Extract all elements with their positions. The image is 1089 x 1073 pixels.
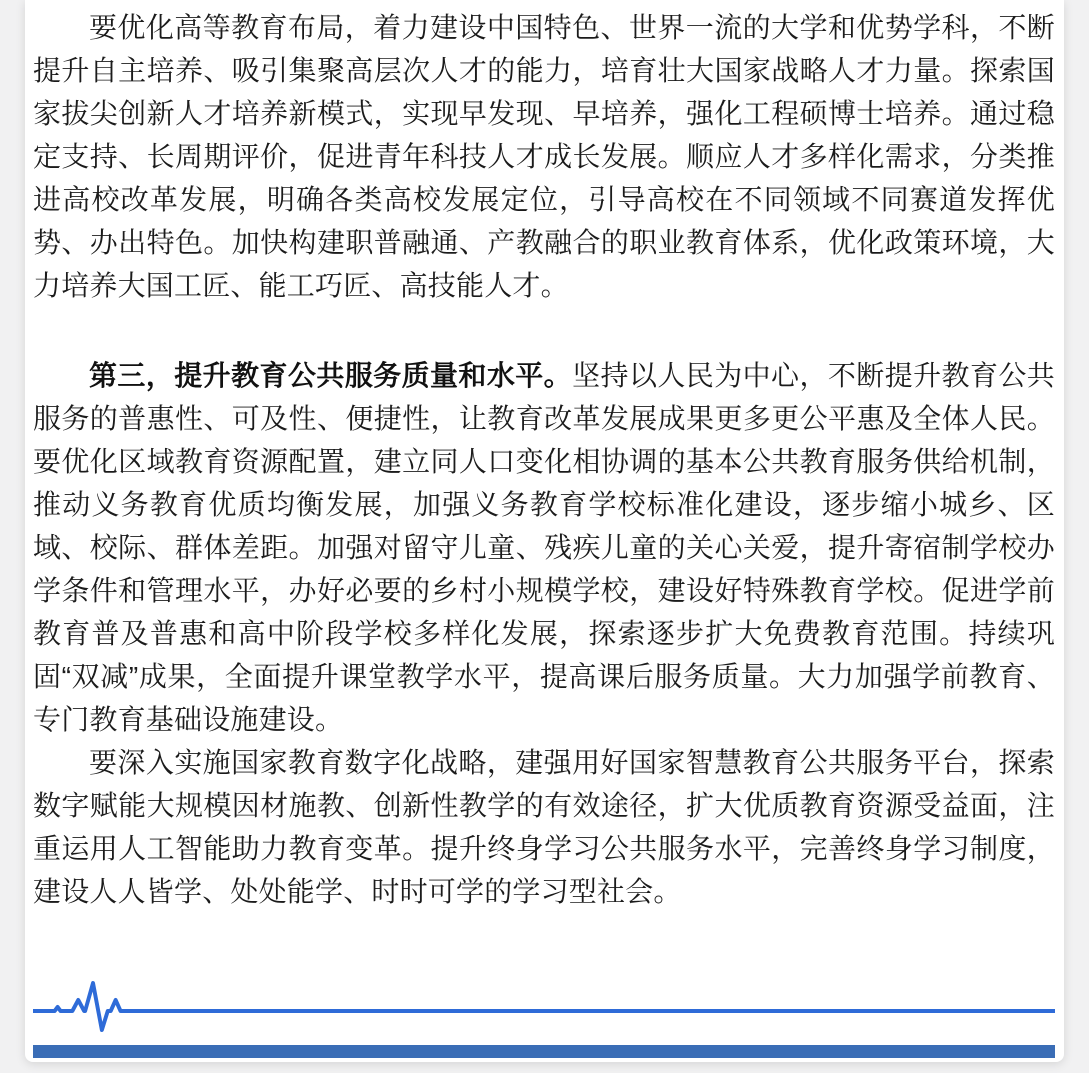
article-body [33,6,1055,913]
paragraph-digital-education: 要深入实施国家教育数字化战略，建强用好国家智慧教育公共服务平台，探索数字赋能大规模因材施教、创新性教学的有效途径，扩大优质教育资源受益面，注重运用人工智能助力教育变革。提升终身学习公共服务水平，完善终身学习制度，建设人人皆学、处处能学、时时可学的学习型社会。 [33,747,1055,907]
section-three-bold-lead: 第三，提升教育公共服务质量和水平。 [89,360,573,391]
heartbeat-divider [33,978,1055,1038]
article-page-card [25,0,1064,1062]
heartbeat-line-icon [33,978,1055,1038]
paragraph-higher-education: 要优化高等教育布局，着力建设中国特色、世界一流的大学和优势学科，不断提升自主培养、吸引集聚高层次人才的能力，培育壮大国家战略人才力量。探索国家拔尖创新人才培养新模式，实现早发现、早培养，强化工程硕博士培养。通过稳定支持、长周期评价，促进青年科技人才成长发展。顺应人才多样化需求，分类推进高校改革发展，明确各类高校发展定位，引导高校在不同领域不同赛道发挥优势、办出特色。加快构建职普融通、产教融合的职业教育体系，优化政策环境，大力培养大国工匠、能工巧匠、高技能人才。 [33,12,1055,301]
paragraph-public-service [33,354,1055,741]
footer-bar [33,1045,1055,1058]
paragraph-public-service-text: 坚持以人民为中心，不断提升教育公共服务的普惠性、可及性、便捷性，让教育改革发展成果更多更公平惠及全体人民。要优化区域教育资源配置，建立同人口变化相协调的基本公共教育服务供给机制，推动义务教育优质均衡发展，加强义务教育学校标准化建设，逐步缩小城乡、区域、校际、群体差距。加强对留守儿童、残疾儿童的关心关爱，提升寄宿制学校办学条件和管理水平，办好必要的乡村小规模学校，建设好特殊教育学校。促进学前教育普及普惠和高中阶段学校多样化发展，探索逐步扩大免费教育范围。持续巩固“双减”成果，全面提升课堂教学水平，提高课后服务质量。大力加强学前教育、专门教育基础设施建设。 [33,360,1055,735]
